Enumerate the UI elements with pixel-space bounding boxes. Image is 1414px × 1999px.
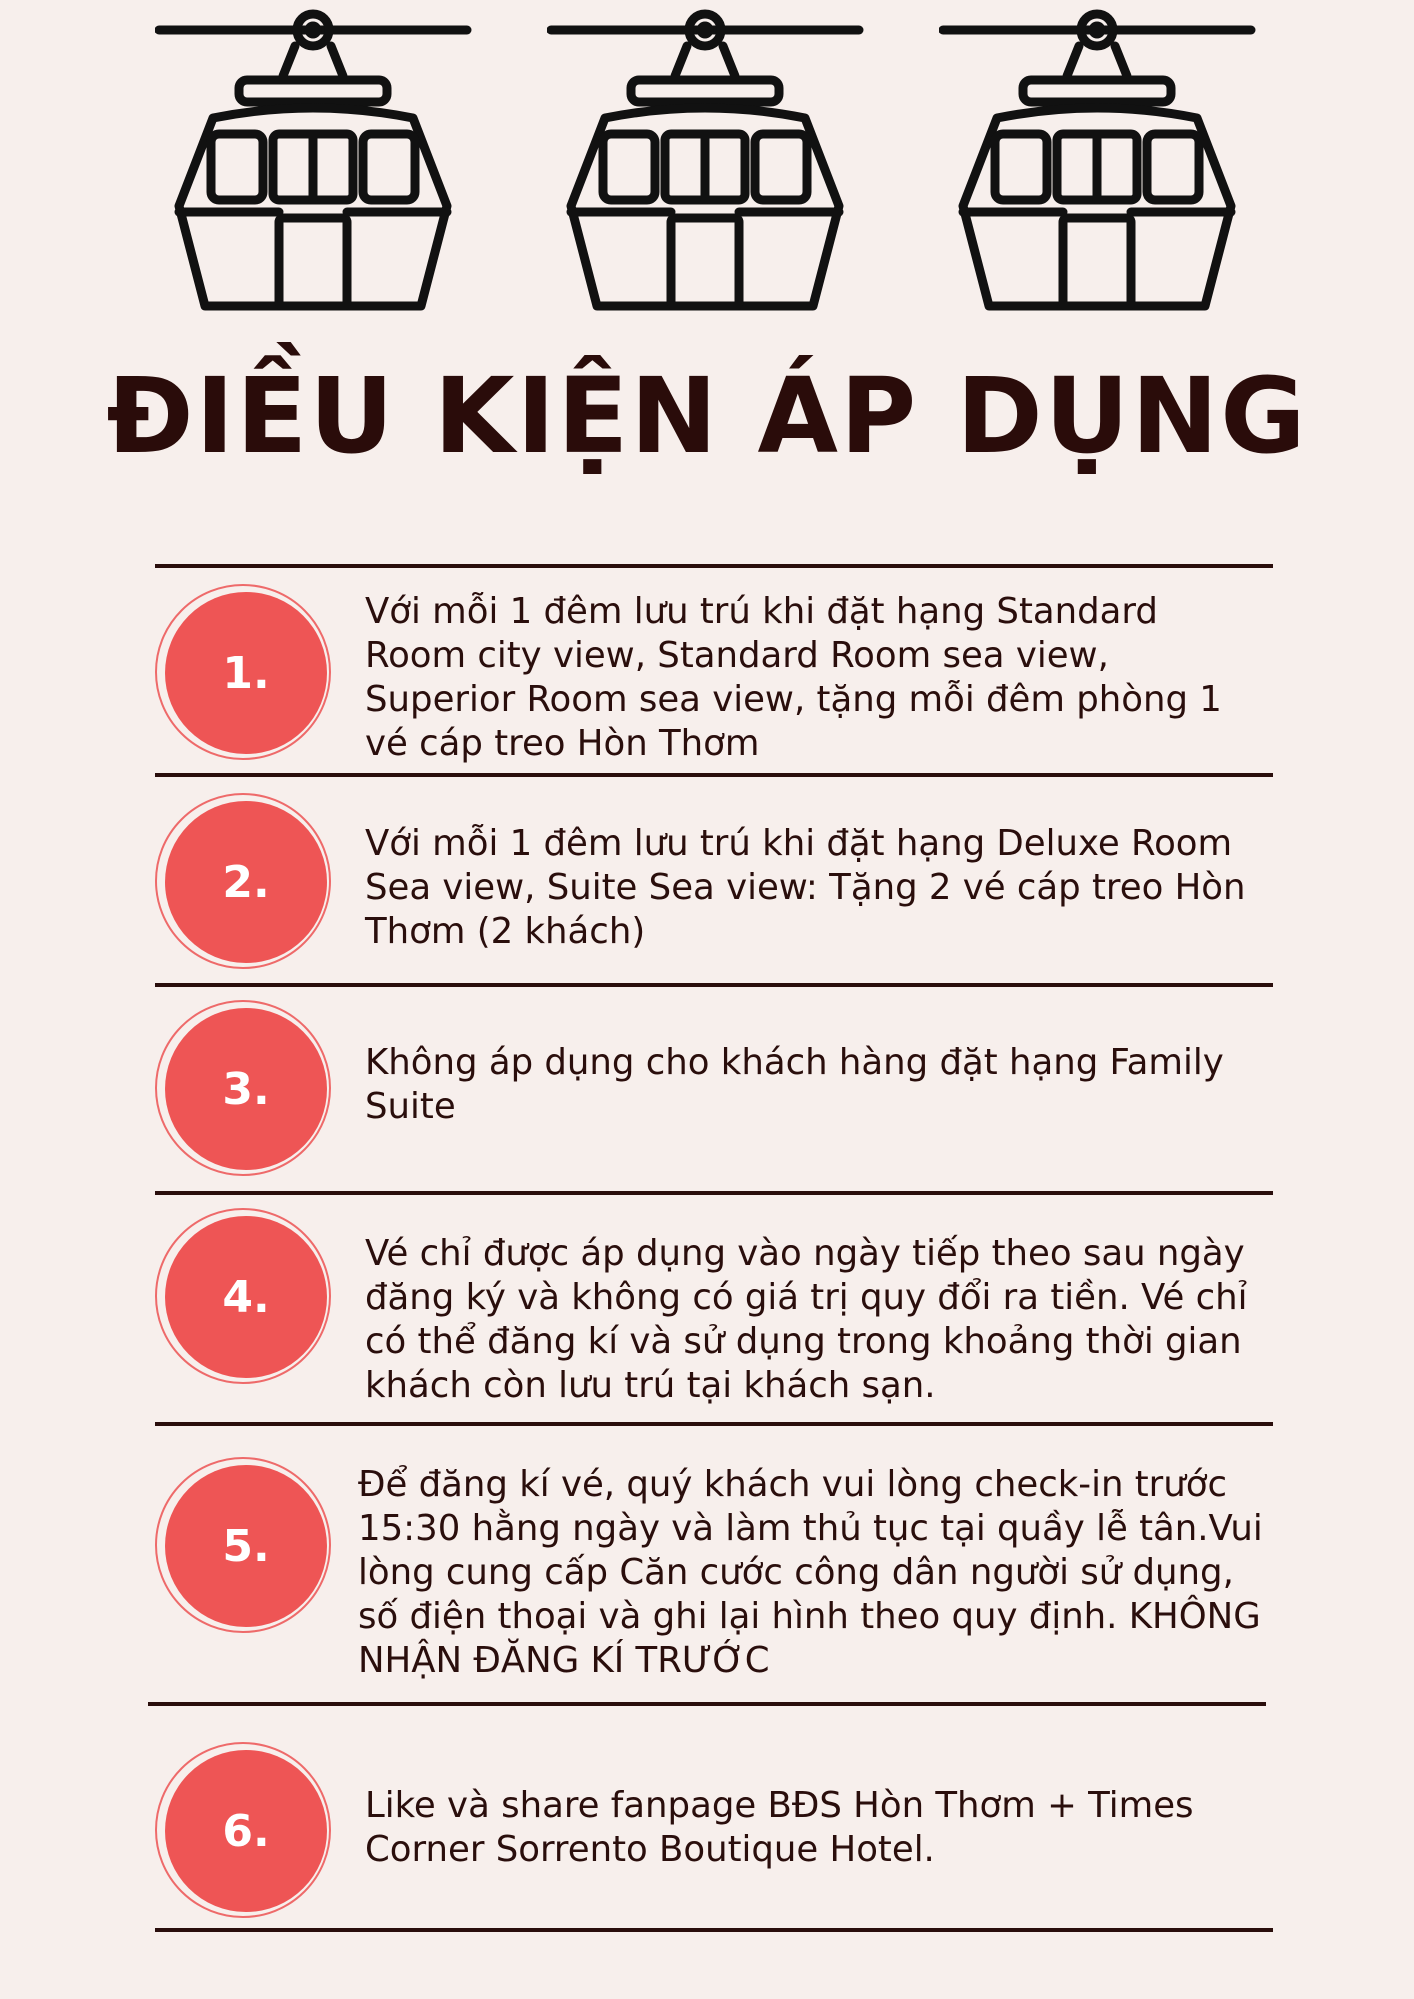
condition-text: Với mỗi 1 đêm lưu trú khi đặt hạng Deluxe Room Sea view, Suite Sea view: Tặng 2 vé cáp treo Hòn Thơm (2 khách) [365, 823, 1246, 952]
badge-number: 2. [165, 801, 327, 963]
badge-number: 5. [165, 1465, 327, 1627]
badge-number: 3. [165, 1008, 327, 1170]
number-badge [155, 793, 333, 971]
divider [155, 564, 1273, 568]
divider [155, 1928, 1273, 1932]
badge-number: 1. [165, 592, 327, 754]
badge-number: 6. [165, 1750, 327, 1912]
cable-car-icon-row [0, 0, 1414, 330]
number-badge [155, 1000, 333, 1178]
number-badge [155, 1208, 333, 1386]
number-badge [155, 584, 333, 762]
cable-car-icon [155, 6, 475, 326]
cable-car-icon [547, 6, 867, 326]
divider [155, 773, 1273, 777]
condition-text: Vé chỉ được áp dụng vào ngày tiếp theo sau ngày đăng ký và không có giá trị quy đổi ra tiền. Vé chỉ có thể đăng kí và sử dụng trong khoảng thời gian khách còn lưu trú tại khách sạn. [365, 1233, 1248, 1406]
divider [155, 1422, 1273, 1426]
condition-text: Không áp dụng cho khách hàng đặt hạng Family Suite [365, 1042, 1224, 1127]
number-badge [155, 1742, 333, 1920]
number-badge [155, 1457, 333, 1635]
divider [148, 1702, 1266, 1706]
badge-number: 4. [165, 1216, 327, 1378]
page-title: ĐIỀU KIỆN ÁP DỤNG [106, 355, 1308, 477]
divider [155, 983, 1273, 987]
divider [155, 1191, 1273, 1195]
condition-text: Like và share fanpage BĐS Hòn Thơm + Times Corner Sorrento Boutique Hotel. [365, 1785, 1194, 1870]
cable-car-icon [939, 6, 1259, 326]
condition-text: Để đăng kí vé, quý khách vui lòng check-in trước 15:30 hằng ngày và làm thủ tục tại quầy lễ tân.Vui lòng cung cấp Căn cước công dân người sử dụng, số điện thoại và ghi lại hình theo quy định. KHÔNG NHẬN ĐĂNG KÍ TRƯỚC [358, 1464, 1263, 1681]
condition-text: Với mỗi 1 đêm lưu trú khi đặt hạng Standard Room city view, Standard Room sea view, Superior Room sea view, tặng mỗi đêm phòng 1 vé cáp treo Hòn Thơm [365, 591, 1222, 764]
